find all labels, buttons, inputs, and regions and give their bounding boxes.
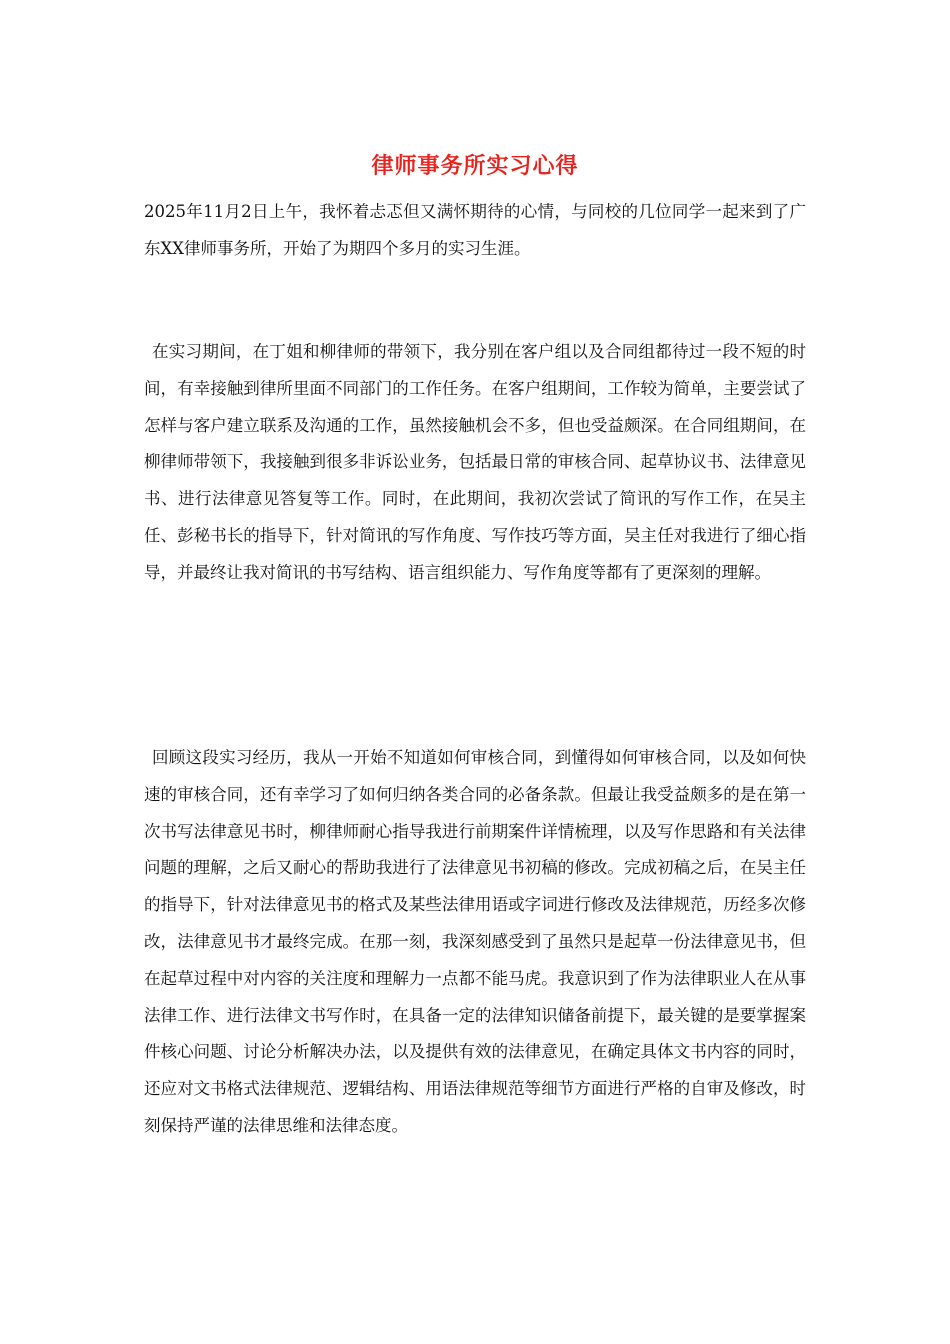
document-title: 律师事务所实习心得 [371,153,579,179]
paragraph-3: 回顾这段实习经历，我从一开始不知道如何审核合同，到懂得如何审核合同，以及如何快速的审核合同，还有幸学习了如何归纳各类合同的必备条款。但最让我受益颇多的是在第一次书写法律意见书时，柳律师耐心指导我进行前期案件详情梳理，以及写作思路和有关法律问题的理解，之后又耐心的帮助我进行了法律意见书初稿的修改。完成初稿之后，在吴主任的指导下，针对法律意见书的格式及某些法律用语或字词进行修改及法律规范，历经多次修改，法律意见书才最终完成。在那一刻，我深刻感受到了虽然只是起草一份法律意见书，但在起草过程中对内容的关注度和理解力一点都不能马虎。我意识到了作为法律职业人在从事法律工作、进行法律文书写作时，在具备一定的法律知识储备前提下，最关键的是要掌握案件核心问题、讨论分析解决办法，以及提供有效的法律意见，在确定具体文书内容的同时，还应对文书格式法律规范、逻辑结构、用语法律规范等细节方面进行严格的自审及修改，时刻保持严谨的法律思维和法律态度。 [144,748,806,1135]
paragraph-1: 2025年11月2日上午，我怀着忐忑但又满怀期待的心情，与同校的几位同学一起来到了广东XX律师事务所，开始了为期四个多月的实习生涯。 [144,202,806,258]
paragraph-2: 在实习期间，在丁姐和柳律师的带领下，我分别在客户组以及合同组都待过一段不短的时间，有幸接触到律所里面不同部门的工作任务。在客户组期间，工作较为简单，主要尝试了怎样与客户建立联系及沟通的工作，虽然接触机会不多，但也受益颇深。在合同组期间，在柳律师带领下，我接触到很多非诉讼业务，包括最日常的审核合同、起草协议书、法律意见书、进行法律意见答复等工作。同时，在此期间，我初次尝试了简讯的写作工作，在吴主任、彭秘书长的指导下，针对简讯的写作角度、写作技巧等方面，吴主任对我进行了细心指导，并最终让我对简讯的书写结构、语言组织能力、写作角度等都有了更深刻的理解。 [144,342,806,582]
